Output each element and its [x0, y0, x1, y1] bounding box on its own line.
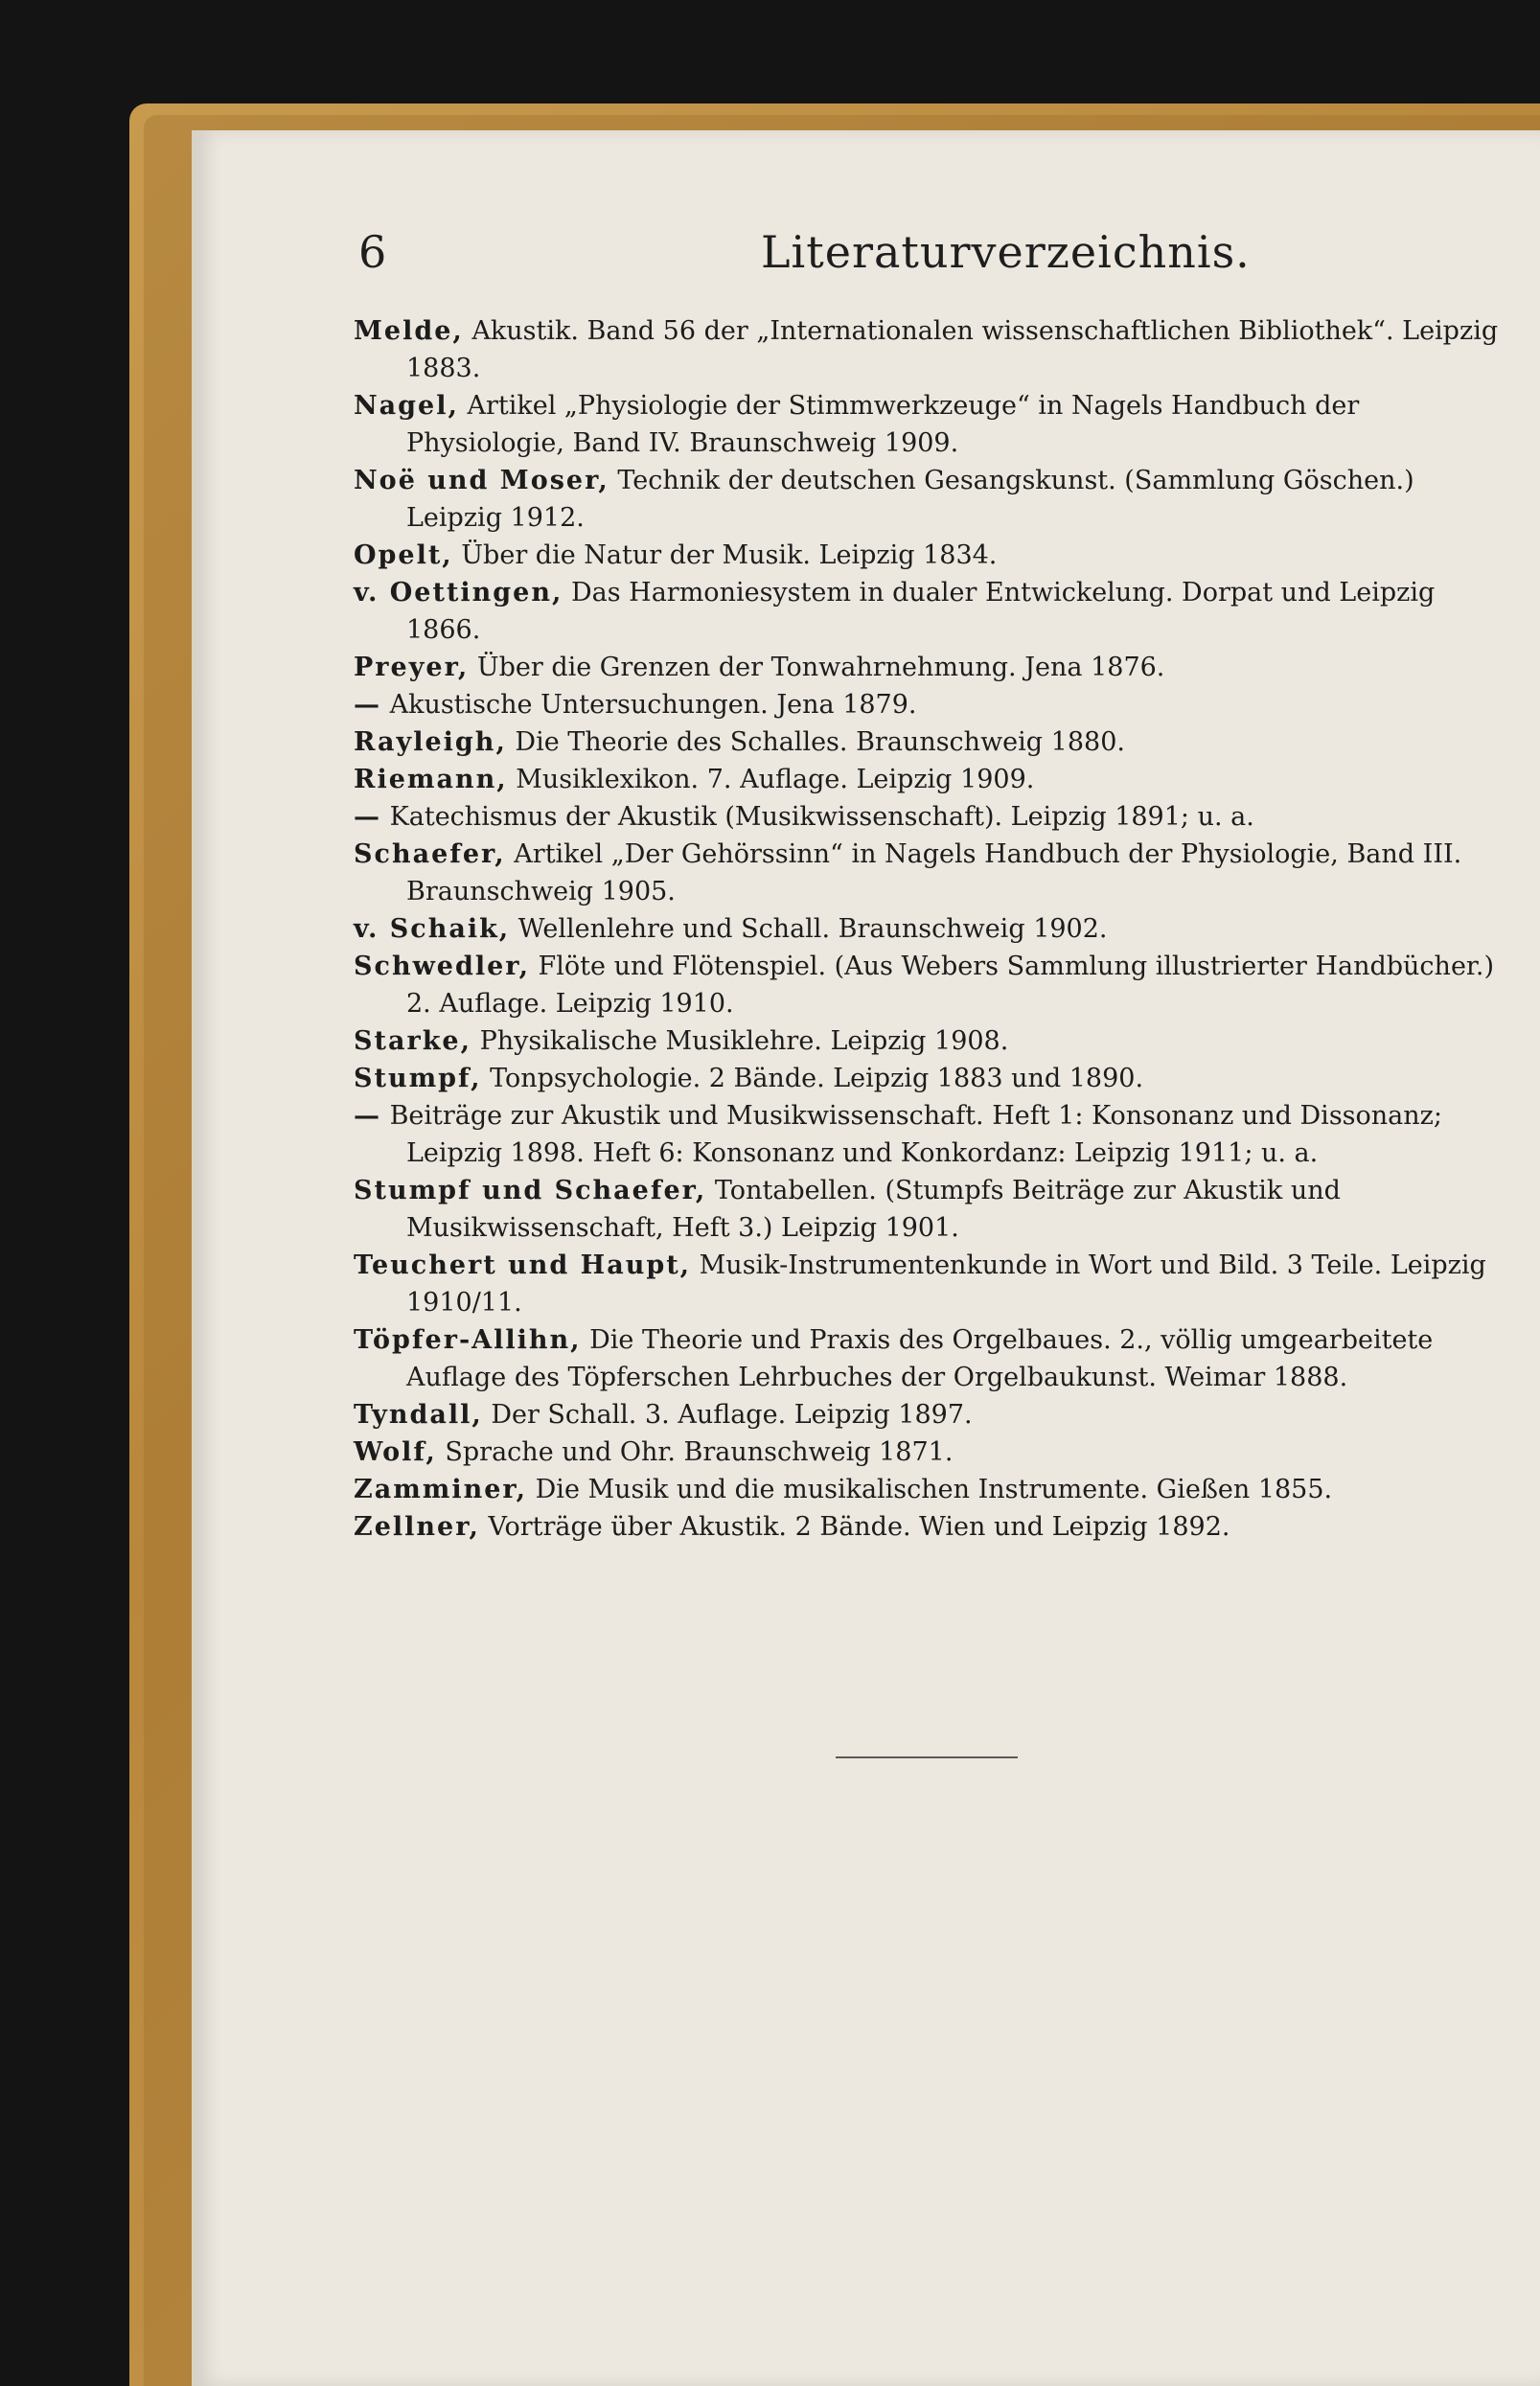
entry-author: Wolf, [354, 1437, 437, 1467]
bibliography-entry [354, 1172, 1504, 1247]
entry-author: Stumpf und Schaefer, [354, 1176, 707, 1205]
entry-author: — [354, 802, 381, 832]
entry-author: Noë und Moser, [354, 466, 609, 495]
entry-text: Wellenlehre und Schall. Braunschweig 1902. [510, 914, 1108, 944]
entry-author: Starke, [354, 1026, 471, 1056]
entry-text: Flöte und Flötenspiel. (Aus Webers Sammlung illustrierter Handbücher.) 2. Auflage. Leipzig 1910. [406, 952, 1494, 1019]
bibliography-entry [354, 1097, 1504, 1172]
bibliography-entry [354, 686, 1504, 723]
bibliography-entry [354, 649, 1504, 686]
bibliography-entry [354, 1396, 1504, 1434]
entry-text: Die Theorie und Praxis des Orgelbaues. 2., völlig umgearbeitete Auflage des Töpferschen Lehrbuches der Orgelbaukunst. Weimar 1888. [406, 1325, 1434, 1392]
bibliography-entry [354, 387, 1504, 462]
entry-author: Schwedler, [354, 952, 530, 981]
bibliography-entry [354, 312, 1504, 387]
page-header [358, 226, 1489, 293]
entry-text: Die Theorie des Schalles. Braunschweig 1880. [506, 727, 1125, 757]
entry-text: Akustik. Band 56 der „Internationalen wissenschaftlichen Bibliothek“. Leipzig 1883. [406, 316, 1499, 383]
entry-author: Tyndall, [354, 1400, 483, 1430]
entry-text: Musik-Instrumentenkunde in Wort und Bild. 3 Teile. Leipzig 1910/11. [406, 1250, 1486, 1318]
entry-author: Zamminer, [354, 1475, 528, 1504]
bibliography-entry [354, 1434, 1504, 1471]
book-page [192, 130, 1540, 2386]
entry-text: Technik der deutschen Gesangskunst. (Sammlung Göschen.) Leipzig 1912. [406, 466, 1414, 533]
bibliography-entry [354, 1471, 1504, 1508]
entry-author: Rayleigh, [354, 727, 507, 757]
bibliography-entry [354, 948, 1504, 1022]
bibliography-entry [354, 761, 1504, 798]
bibliography-list [354, 312, 1504, 1546]
entry-text: Tontabellen. (Stumpfs Beiträge zur Akustik und Musikwissenschaft, Heft 3.) Leipzig 1901. [406, 1176, 1341, 1243]
bibliography-entry [354, 1060, 1504, 1097]
bibliography-entry [354, 798, 1504, 836]
entry-text: Musiklexikon. 7. Auflage. Leipzig 1909. [507, 765, 1035, 794]
entry-text: Artikel „Physiologie der Stimmwerkzeuge“ in Nagels Handbuch der Physiologie, Band IV. Braunschweig 1909. [406, 391, 1360, 458]
entry-text: Sprache und Ohr. Braunschweig 1871. [436, 1437, 954, 1467]
entry-author: Riemann, [354, 765, 508, 794]
bibliography-entry [354, 574, 1504, 649]
page-number: 6 [358, 226, 387, 278]
entry-author: Töpfer-Allihn, [354, 1325, 582, 1355]
entry-author: Stumpf, [354, 1064, 482, 1093]
entry-text: Über die Natur der Musik. Leipzig 1834. [452, 540, 998, 570]
entry-text: Vorträge über Akustik. 2 Bände. Wien und Leipzig 1892. [479, 1512, 1230, 1542]
bibliography-entry [354, 910, 1504, 948]
bibliography-entry [354, 462, 1504, 537]
entry-text: Tonpsychologie. 2 Bände. Leipzig 1883 und 1890. [481, 1064, 1144, 1093]
entry-text: Physikalische Musiklehre. Leipzig 1908. [471, 1026, 1009, 1056]
bibliography-entry [354, 1247, 1504, 1321]
entry-author: Melde, [354, 316, 464, 346]
bibliography-entry [354, 537, 1504, 574]
entry-author: v. Schaik, [354, 914, 511, 944]
end-rule [836, 1756, 1018, 1758]
entry-author: Teuchert und Haupt, [354, 1250, 692, 1280]
entry-text: Über die Grenzen der Tonwahrnehmung. Jena 1876. [469, 653, 1165, 682]
entry-author: Zellner, [354, 1512, 480, 1542]
entry-author: Preyer, [354, 653, 470, 682]
entry-author: Opelt, [354, 540, 453, 570]
bibliography-entry [354, 1321, 1504, 1396]
entry-text: Beiträge zur Akustik und Musikwissenschaft. Heft 1: Konsonanz und Dissonanz; Leipzig 1898. Heft 6: Konsonanz und Konkordanz: Leipzig 1911; u. a. [381, 1101, 1442, 1168]
bibliography-entry [354, 1508, 1504, 1546]
entry-text: Das Harmoniesystem in dualer Entwickelung. Dorpat und Leipzig 1866. [406, 578, 1436, 645]
entry-text: Akustische Untersuchungen. Jena 1879. [381, 690, 917, 720]
bibliography-entry [354, 723, 1504, 761]
entry-author: Schaefer, [354, 839, 506, 869]
bibliography-entry [354, 1022, 1504, 1060]
entry-text: Der Schall. 3. Auflage. Leipzig 1897. [482, 1400, 973, 1430]
bibliography-entry [354, 836, 1504, 910]
entry-text: Die Musik und die musikalischen Instrumente. Gießen 1855. [527, 1475, 1333, 1504]
entry-text: Artikel „Der Gehörssinn“ in Nagels Handbuch der Physiologie, Band III. Braunschweig 1905. [406, 839, 1462, 906]
entry-author: — [354, 690, 381, 720]
running-title: Literaturverzeichnis. [761, 226, 1251, 278]
entry-author: v. Oettingen, [354, 578, 563, 608]
entry-author: — [354, 1101, 381, 1131]
entry-text: Katechismus der Akustik (Musikwissenschaft). Leipzig 1891; u. a. [381, 802, 1254, 832]
entry-author: Nagel, [354, 391, 459, 421]
